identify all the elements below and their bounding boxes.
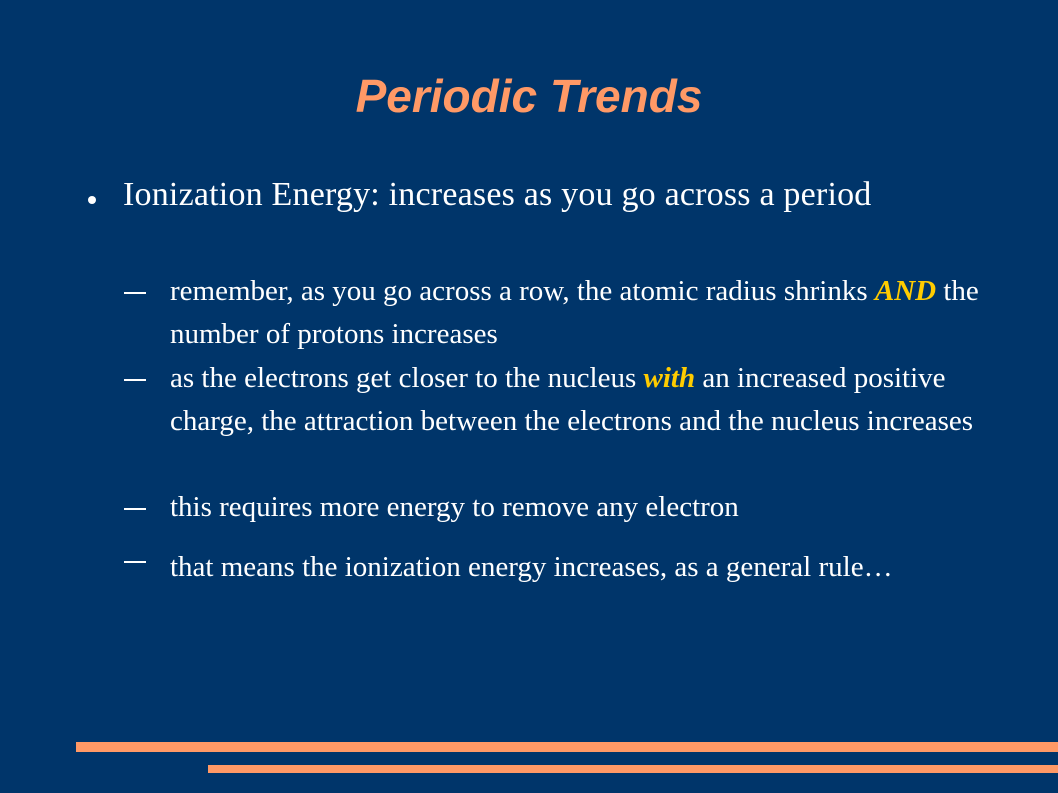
dash-icon	[124, 292, 146, 294]
sub-bullet-more-energy: this requires more energy to remove any electron	[170, 491, 739, 523]
sub-bullet-atomic-radius	[170, 270, 1010, 356]
slide-title: Periodic Trends	[355, 70, 703, 122]
dash-icon	[124, 508, 146, 510]
bullet-ionization-energy: Ionization Energy: increases as you go across a period	[123, 176, 872, 213]
bullet-dot-icon	[88, 196, 96, 204]
emphasis-and: AND	[874, 275, 937, 307]
accent-bar-bottom	[208, 765, 1058, 773]
sub-bullet-general-rule: that means the ionization energy increases, as a general rule…	[170, 551, 893, 583]
sub-bullet-text: remember, as you go across a row, the atomic radius shrinks	[170, 275, 875, 307]
accent-bar-top	[76, 742, 1058, 752]
dash-icon	[124, 379, 146, 381]
sub-bullet-electrons-closer	[170, 357, 1010, 443]
sub-bullet-text: the number of protons increases	[170, 275, 979, 350]
dash-icon	[124, 561, 146, 563]
sub-bullet-text: as the electrons get closer to the nucleus	[170, 362, 644, 394]
emphasis-with: with	[643, 362, 696, 394]
sub-bullet-text: an increased positive charge, the attraction between the electrons and the nucleus increases	[170, 362, 974, 437]
